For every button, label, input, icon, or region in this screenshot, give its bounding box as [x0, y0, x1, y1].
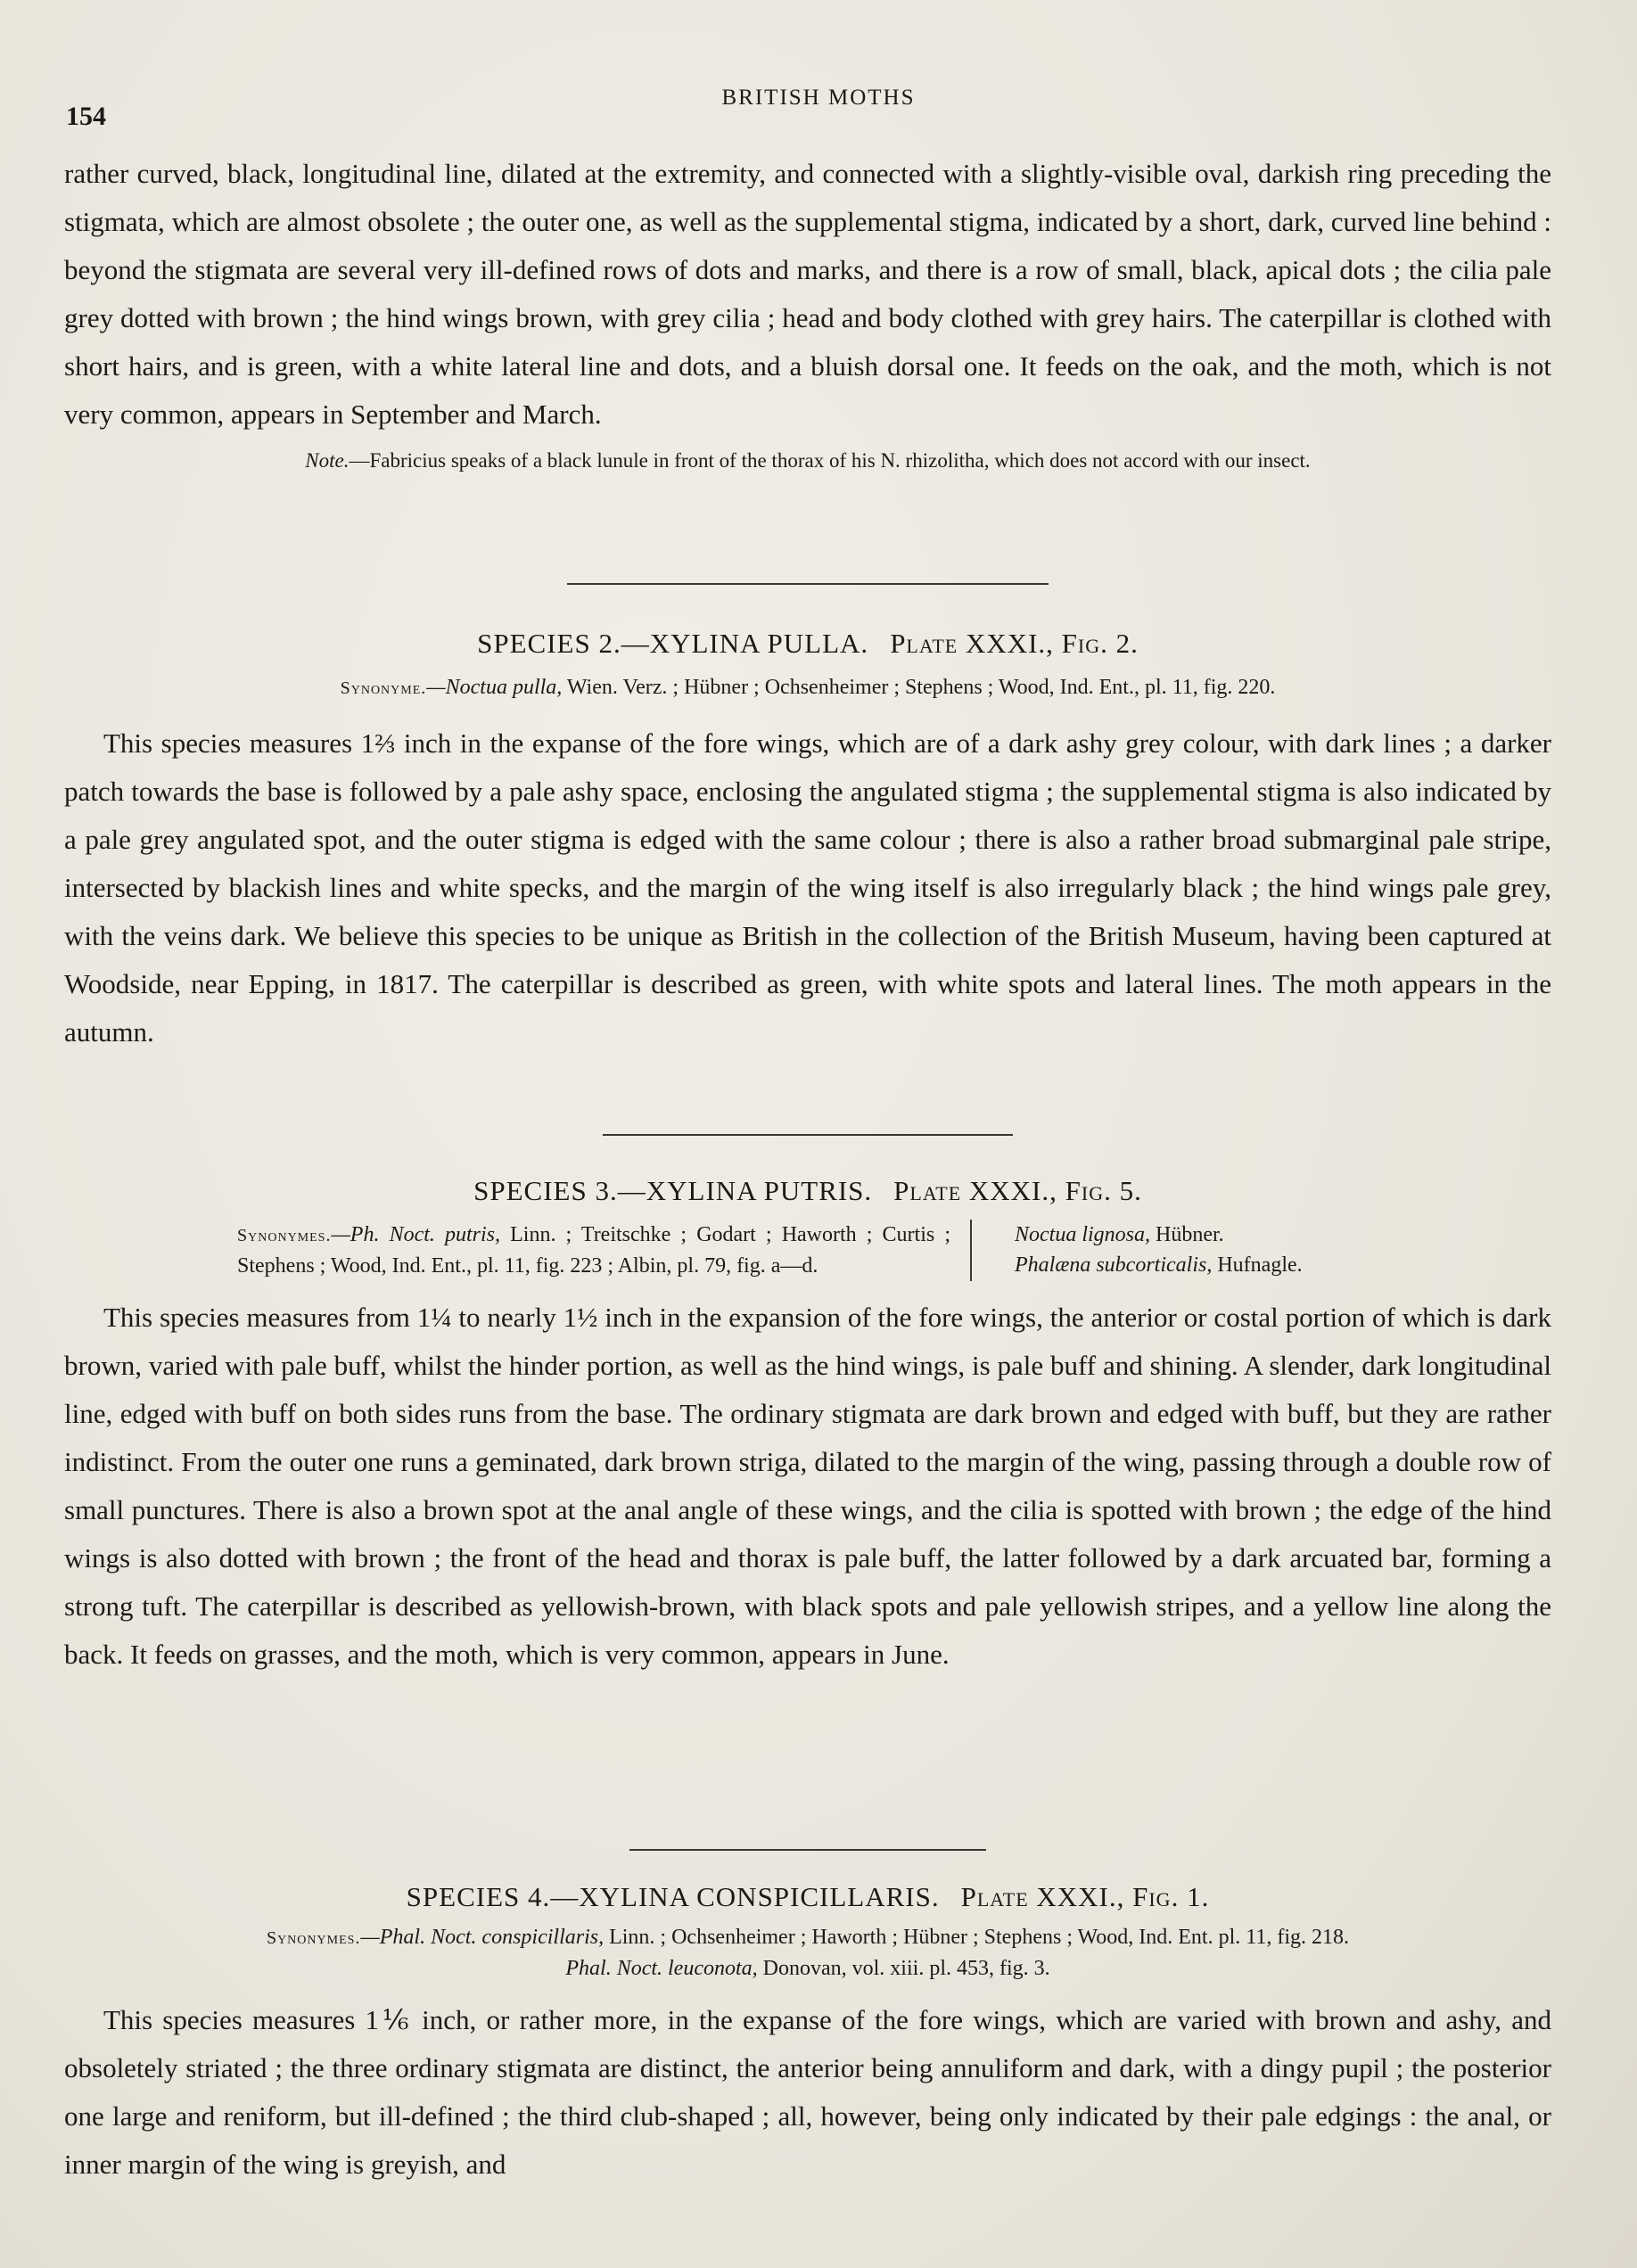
synonym-refs: Wien. Verz. ; Hübner ; Ochsenheimer ; Stephens ; Wood, Ind. Ent., pl. 11, fig. 220. — [562, 676, 1276, 699]
synonyms-label: Synonymes. — [266, 1928, 361, 1948]
synonym-name: Phalæna subcorticalis, — [1015, 1253, 1213, 1277]
species-title: SPECIES 4.—XYLINA CONSPICILLARIS. — [406, 1881, 940, 1912]
synonym-refs: Donovan, vol. xiii. pl. 453, fig. 3. — [757, 1957, 1050, 1980]
synonym-name: —Noctua pulla, — [426, 676, 563, 699]
synonym-refs: Hufnagle. — [1212, 1253, 1303, 1277]
synonym-line — [1015, 1220, 1303, 1250]
synonyms-label: Synonyme. — [340, 678, 427, 698]
synonym-name: Noctua lignosa, — [1015, 1223, 1151, 1246]
synonyms-label: Synonymes. — [237, 1226, 332, 1245]
running-title: BRITISH MOTHS — [721, 86, 916, 110]
species-title: SPECIES 2.—XYLINA PULLA. — [477, 628, 869, 659]
page-header — [0, 86, 1637, 131]
species-heading — [64, 1881, 1551, 1913]
species-description: This species measures from 1¼ to nearly 1½ inch in the expansion of the fore wings, the anterior or costal portion of which is dark brown, varied with pale buff, whilst the hinder portion, as well as the hind wings, is pale buff and shining. A slender, dark longitudinal line, edged with buff on both sides runs from the base. The ordinary stigmata are dark brown and edged with buff, but they are rather indistinct. From the outer one runs a geminated, dark brown striga, dilated to the margin of the wing, passing through a double row of small punctures. There is also a brown spot at the anal angle of these wings, and the cilia is spotted with brown ; the edge of the hind wings is also dotted with brown ; the front of the head and thorax is pale buff, the latter followed by a dark arcuated bar, forming a strong tuft. The caterpillar is described as yellowish-brown, with black spots and pale yellowish stripes, and a yellow line along the back. It feeds on grasses, and the moth, which is very common, appears in June. — [64, 1302, 1551, 1670]
species-description: This species measures 1⅔ inch in the expanse of the fore wings, which are of a dark ashy grey colour, with dark lines ; a darker patch towards the base is followed by a pale ashy space, enclosing the angulated stigma ; the supplemental stigma is also indicated by a pale grey angulated spot, and the outer stigma is edged with the same colour ; there is also a rather broad submarginal pale stripe, intersected by blackish lines and white specks, and the margin of the wing itself is also irregularly black ; the hind wings pale grey, with the veins dark. We believe this species to be unique as British in the collection of the British Museum, having been captured at Woodside, near Epping, in 1817. The caterpillar is described as green, with white spots and lateral lines. The moth appears in the autumn. — [64, 727, 1551, 1048]
synonyms — [64, 672, 1551, 703]
species-title: SPECIES 3.—XYLINA PUTRIS. — [473, 1175, 873, 1206]
continuation-section — [64, 150, 1551, 472]
plate-reference: Plate XXXI., Fig. 1. — [960, 1881, 1210, 1912]
synonym-refs: Hübner. — [1150, 1223, 1224, 1246]
divider — [64, 583, 1551, 585]
divider — [64, 1134, 1551, 1136]
plate-reference: Plate XXXI., Fig. 5. — [893, 1175, 1142, 1206]
synonyms-right-column — [972, 1220, 1303, 1281]
species-3-section — [64, 1175, 1551, 1679]
synonym-line — [1015, 1250, 1303, 1280]
synonym-name: Phal. Noct. leuconota, — [565, 1957, 758, 1980]
species-heading — [64, 1175, 1551, 1207]
divider — [64, 1849, 1551, 1851]
synonyms — [64, 1922, 1551, 1984]
synonym-refs: Linn. ; Ochsenheimer ; Haworth ; Hübner ; Stephens ; Wood, Ind. Ent. pl. 11, fig. 218. — [604, 1926, 1350, 1949]
synonym-name: —Phal. Noct. conspicillaris, — [360, 1926, 605, 1949]
species-2-section — [64, 628, 1551, 1056]
note-text: —Fabricius speaks of a black lunule in front of the thorax of his N. rhizolitha, which does not accord with our insect. — [349, 449, 1311, 472]
note-label: Note. — [305, 449, 350, 472]
species-4-section — [64, 1881, 1551, 2189]
species-heading — [64, 628, 1551, 660]
footnote — [64, 449, 1551, 472]
synonym-line — [64, 1922, 1551, 1953]
synonym-refs: Linn. ; Treitschke ; Godart ; Haworth ; Curtis ; Stephens ; Wood, Ind. Ent., pl. 11, fig. 223 ; Albin, pl. 79, fig. a—d. — [237, 1223, 950, 1278]
plate-reference: Plate XXXI., Fig. 2. — [890, 628, 1139, 659]
synonym-name: —Ph. Noct. putris, — [331, 1223, 501, 1246]
continuation-paragraph: rather curved, black, longitudinal line, dilated at the extremity, and connected with a slightly-visible oval, darkish ring preceding the stigmata, which are almost obsolete ; the outer one, as well as the supplemental stigma, indicated by a short, dark, curved line behind : beyond the stigmata are several very ill-defined rows of dots and marks, and there is a row of small, black, apical dots ; the cilia pale grey dotted with brown ; the hind wings brown, with grey cilia ; head and body clothed with grey hairs. The caterpillar is clothed with short hairs, and is green, with a white lateral line and dots, and a bluish dorsal one. It feeds on the oak, and the moth, which is not very common, appears in September and March. — [64, 158, 1551, 430]
synonyms-left-column — [237, 1220, 972, 1281]
page-number: 154 — [66, 102, 106, 131]
synonyms-table — [237, 1220, 1378, 1281]
species-description: This species measures 1⅙ inch, or rather more, in the expanse of the fore wings, which are varied with brown and ashy, and obsoletely striated ; the three ordinary stigmata are distinct, the anterior being annuliform and dark, with a dingy pupil ; the posterior one large and reniform, but ill-defined ; the third club-shaped ; all, however, being only indicated by their pale edgings : the anal, or inner margin of the wing is greyish, and — [64, 2004, 1551, 2180]
synonym-line — [64, 1953, 1551, 1984]
